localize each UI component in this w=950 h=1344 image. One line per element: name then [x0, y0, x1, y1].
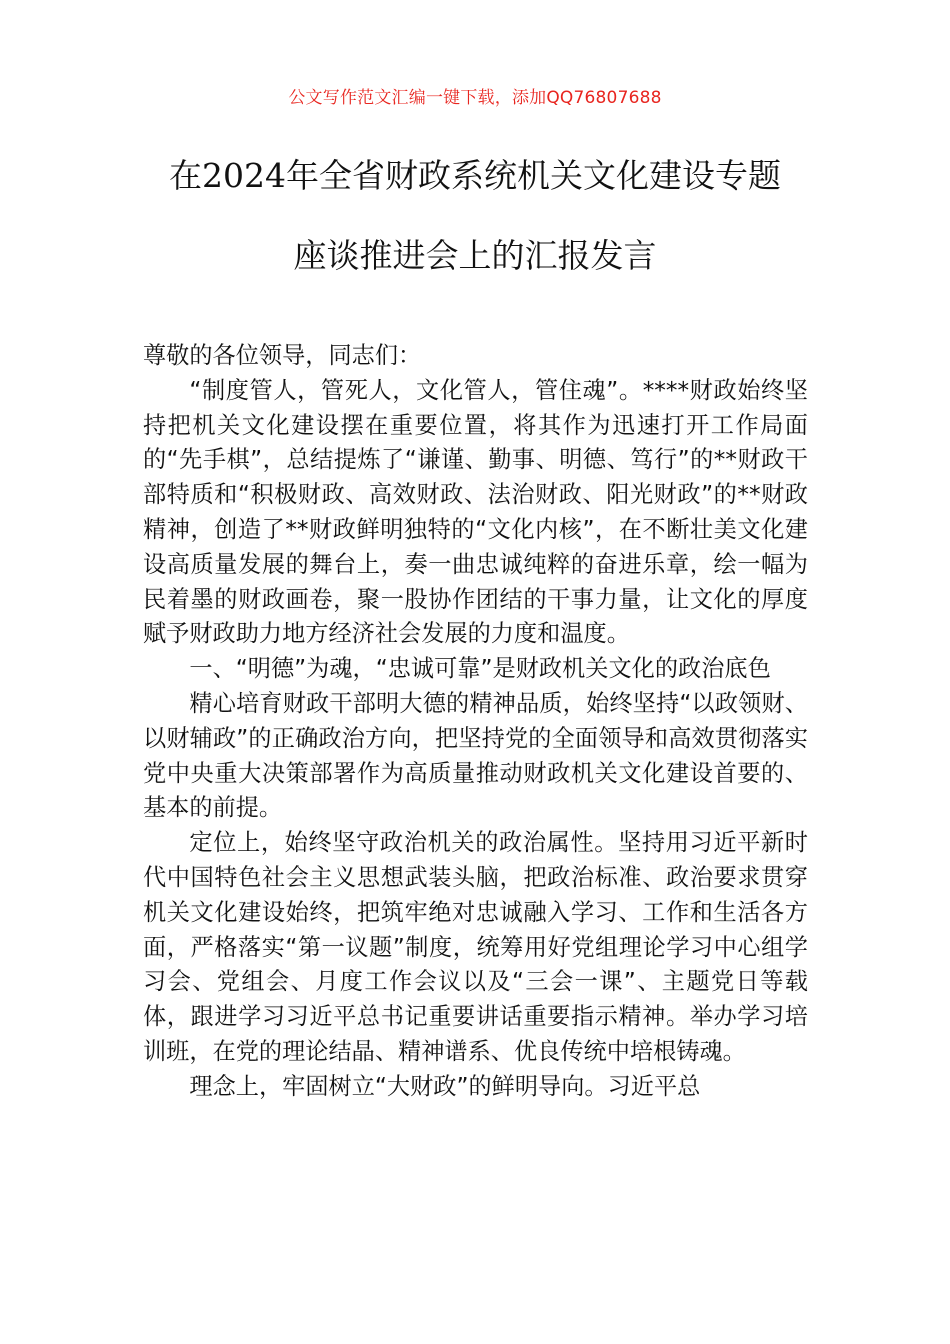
paragraph: 精心培育财政干部明大德的精神品质，始终坚持“以政领财、以财辅政”的正确政治方向，把坚持党的全面领导和高效贯彻落实党中央重大决策部署作为高质量推动财政机关文化建设首要的、基本的前提。 — [143, 689, 808, 822]
watermark-banner: 公文写作范文汇编一键下载，添加QQ76807688 — [288, 88, 662, 108]
paragraph: 定位上，始终坚守政治机关的政治属性。坚持用习近平新时代中国特色社会主义思想武装头脑，把政治标准、政治要求贯穿机关文化建设始终，把筑牢绝对忠诚融入学习、工作和生活各方面，严格落实“第一议题”制度，统筹用好党组理论学习中心组学习会、党组会、月度工作会议以及“三会一课”、主题党日等载体，跟进学习习近平总书记重要讲话重要指示精神。举办学习培训班，在党的理论结晶、精神谱系、优良传统中培根铸魂。 — [143, 829, 808, 1065]
paragraph: 理念上，牢固树立“大财政”的鲜明导向。习近平总 — [189, 1072, 701, 1100]
document-body — [143, 339, 808, 1105]
document-title-line-2: 座谈推进会上的汇报发言 — [293, 236, 657, 275]
section-heading-1: 一、“明德”为魂，“忠诚可靠”是财政机关文化的政治底色 — [189, 655, 771, 683]
paragraph-intro: “制度管人，管死人，文化管人，管住魂”。****财政始终坚持把机关文化建设摆在重要位置，将其作为迅速打开工作局面的“先手棋”，总结提炼了“谦谨、勤事、明德、笃行”的**财政干部特质和“积极财政、高效财政、法治财政、阳光财政”的**财政精神，创造了**财政鲜明独特的“文化内核”，在不断壮美文化建设高质量发展的舞台上，奏一曲忠诚纯粹的奋进乐章，绘一幅为民着墨的财政画卷，聚一股协作团结的干事力量，让文化的厚度赋予财政助力地方经济社会发展的力度和温度。 — [143, 376, 808, 648]
salutation: 尊敬的各位领导，同志们： — [143, 342, 422, 369]
document-title-line-1: 在2024年全省财政系统机关文化建设专题 — [169, 156, 781, 195]
